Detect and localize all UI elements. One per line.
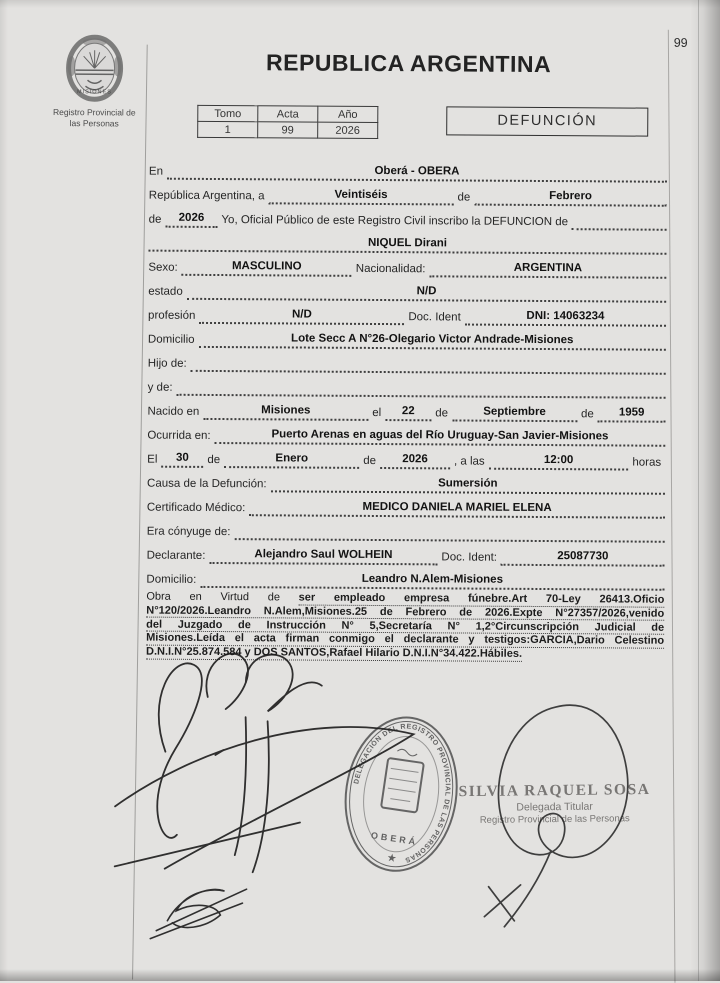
field-value: Leandro N.Alem-Misiones <box>200 572 664 591</box>
acta-col-acta: Acta <box>258 106 318 122</box>
field-value: MASCULINO <box>182 260 352 277</box>
secondary-signature <box>142 875 257 946</box>
field-row-profession-id <box>148 300 666 327</box>
field-row-spouse <box>147 516 665 543</box>
paper-top-edge-shadow <box>0 0 720 8</box>
field-label: el <box>372 406 382 420</box>
logo-caption-line1: Registro Provincial de <box>52 107 136 118</box>
paper-left-edge-shadow <box>0 0 8 981</box>
paper-bottom-edge-shadow <box>0 969 720 981</box>
field-row-father <box>148 348 666 375</box>
legal-prefix: Obra en Virtud de <box>146 590 281 604</box>
titular-office: Registro Provincial de las Personas <box>479 813 630 826</box>
field-label: de <box>363 454 377 467</box>
field-value: Septiembre <box>452 405 577 422</box>
titular-role: Delegada Titular <box>516 800 593 814</box>
paper-right-edge-shadow <box>690 0 720 981</box>
field-value: 1959 <box>598 406 666 422</box>
document-title: REPUBLICA ARGENTINA <box>265 49 552 78</box>
field-value: Alejandro Saul WOLHEIN <box>209 548 437 565</box>
field-value: Puerto Arenas en aguas del Río Uruguay-San Javier-Misiones <box>215 428 666 447</box>
field-label: y de: <box>147 381 173 394</box>
logo-caption-line2: las Personas <box>69 118 119 129</box>
field-label: Domicilio <box>147 333 195 346</box>
field-value: N/D <box>187 284 667 303</box>
field-value: Oberá - OBERA <box>167 164 667 183</box>
field-row-death-place <box>147 420 665 447</box>
round-stamp-ring-text: DELEGACIÓN DEL REGISTRO PROVINCIAL DE LAS PERSONAS <box>353 723 451 864</box>
field-label: Nacionalidad: <box>355 262 426 276</box>
acta-col-tomo: Tomo <box>198 105 258 121</box>
field-label: Hijo de: <box>147 357 187 370</box>
field-row-record-date <box>149 180 667 207</box>
field-label: de <box>207 453 221 467</box>
field-row-cause <box>147 468 665 495</box>
field-label: Sexo: <box>148 261 178 274</box>
field-value: Enero <box>224 452 359 469</box>
field-value: 12:00 <box>489 454 629 471</box>
field-value: 30 <box>161 452 203 468</box>
field-label: profesión <box>148 309 196 322</box>
field-value: DNI: 14063234 <box>465 310 666 327</box>
field-label: Certificado Médico: <box>146 501 246 515</box>
field-value: Sumersión <box>271 476 666 494</box>
field-row-deceased-name <box>148 228 666 255</box>
field-value: Misiones <box>203 404 368 421</box>
field-row-sex-nationality <box>148 252 666 279</box>
official-signature <box>462 689 649 950</box>
deceased-name-value: NIQUEL Dirani <box>148 236 666 255</box>
titular-name: SILVIA RAQUEL SOSA <box>458 780 651 801</box>
field-row-declarant <box>147 540 665 567</box>
legal-filled-text: N°120/2026.Leandro N.Alem,Misiones.25 de Febrero de 2026.Expte N°27357/2026,venido <box>146 604 665 620</box>
paper-right-edge-line <box>698 0 699 981</box>
field-value: N/D <box>199 308 404 325</box>
legal-filled-text: Misiones.Leída el acta firman conmigo el declarante y testigos:GARCIA,Dario Celestino <box>146 631 665 648</box>
acta-table-value-row <box>198 121 378 138</box>
acta-val-anio: 2026 <box>318 122 378 138</box>
record-type-box: DEFUNCIÓN <box>446 106 648 136</box>
logo-caption <box>35 107 153 130</box>
field-row-address <box>148 324 666 351</box>
field-label: de <box>148 213 162 226</box>
round-stamp-star-icon: ★ <box>385 851 398 866</box>
field-value: Febrero <box>474 190 667 207</box>
field-label: Yo, Oficial Público de este Registro Civil inscribo la DEFUNCION de <box>221 214 569 229</box>
field-row-civil-state <box>148 276 666 303</box>
field-row-declarant-address <box>146 564 664 591</box>
field-label: Domicilio: <box>146 573 197 586</box>
field-label: Causa de la Defunción: <box>147 477 267 491</box>
legal-filled-text: del Juzgado de Instrucción N° 5,Secretaría N° 1,2°Circunscripción Judicial de <box>146 618 665 634</box>
field-label: Nacido en <box>147 405 200 418</box>
right-margin-rule <box>668 30 676 983</box>
field-label: Era cónyuge de: <box>146 525 231 539</box>
field-row-mother <box>148 372 666 399</box>
field-value: 2026 <box>165 212 217 228</box>
acta-reference-table <box>197 105 378 139</box>
field-label: de <box>457 191 471 204</box>
field-label: Ocurrida en: <box>147 429 211 442</box>
field-value: Lote Secc A N°26-Olegario Victor Andrade-Misiones <box>199 332 666 351</box>
field-label: República Argentina, a <box>148 189 265 203</box>
field-row-record-year <box>149 204 667 231</box>
field-label: de <box>435 407 449 420</box>
acta-col-anio: Año <box>318 106 378 122</box>
field-value: 2026 <box>380 453 450 469</box>
acta-val-tomo: 1 <box>198 121 258 137</box>
field-value: 25087730 <box>501 550 665 567</box>
field-value: ARGENTINA <box>429 261 666 278</box>
field-label: Doc. Ident: <box>441 551 498 564</box>
field-value <box>572 227 667 231</box>
acta-val-acta: 99 <box>258 122 318 138</box>
field-row-place <box>149 156 667 183</box>
acta-table-header-row <box>198 105 378 122</box>
field-row-death-date <box>147 444 665 471</box>
page-number: 99 <box>673 35 688 50</box>
certificate-form <box>146 156 667 591</box>
field-label: Declarante: <box>146 549 206 562</box>
field-label: El <box>147 453 158 466</box>
field-label: En <box>148 165 164 178</box>
field-label: , a las <box>453 455 485 468</box>
provincial-emblem-icon <box>63 34 125 104</box>
legal-filled-text: ser empleado empresa fúnebre.Art 70-Ley 26413.Oficio <box>298 591 665 606</box>
field-label: horas <box>632 456 662 469</box>
field-value: 22 <box>385 405 431 421</box>
field-value: Veintiséis <box>268 188 453 205</box>
field-label: estado <box>148 285 183 298</box>
field-row-birth <box>147 396 665 423</box>
field-label: de <box>580 408 594 421</box>
field-label: Doc. Ident <box>408 311 461 324</box>
round-stamp-city: OBERÁ <box>370 830 419 848</box>
legal-filled-text: D.N.I.N°25.874.584 y DOS SANTOS,Rafael Hilario D.N.I.N°34.422.Hábiles. <box>145 645 523 661</box>
field-row-medical-certificate <box>147 492 665 519</box>
svg-text:MISIONES: MISIONES <box>76 89 112 96</box>
declarant-signature <box>95 636 436 883</box>
field-value: MEDICO DANIELA MARIEL ELENA <box>249 500 665 519</box>
